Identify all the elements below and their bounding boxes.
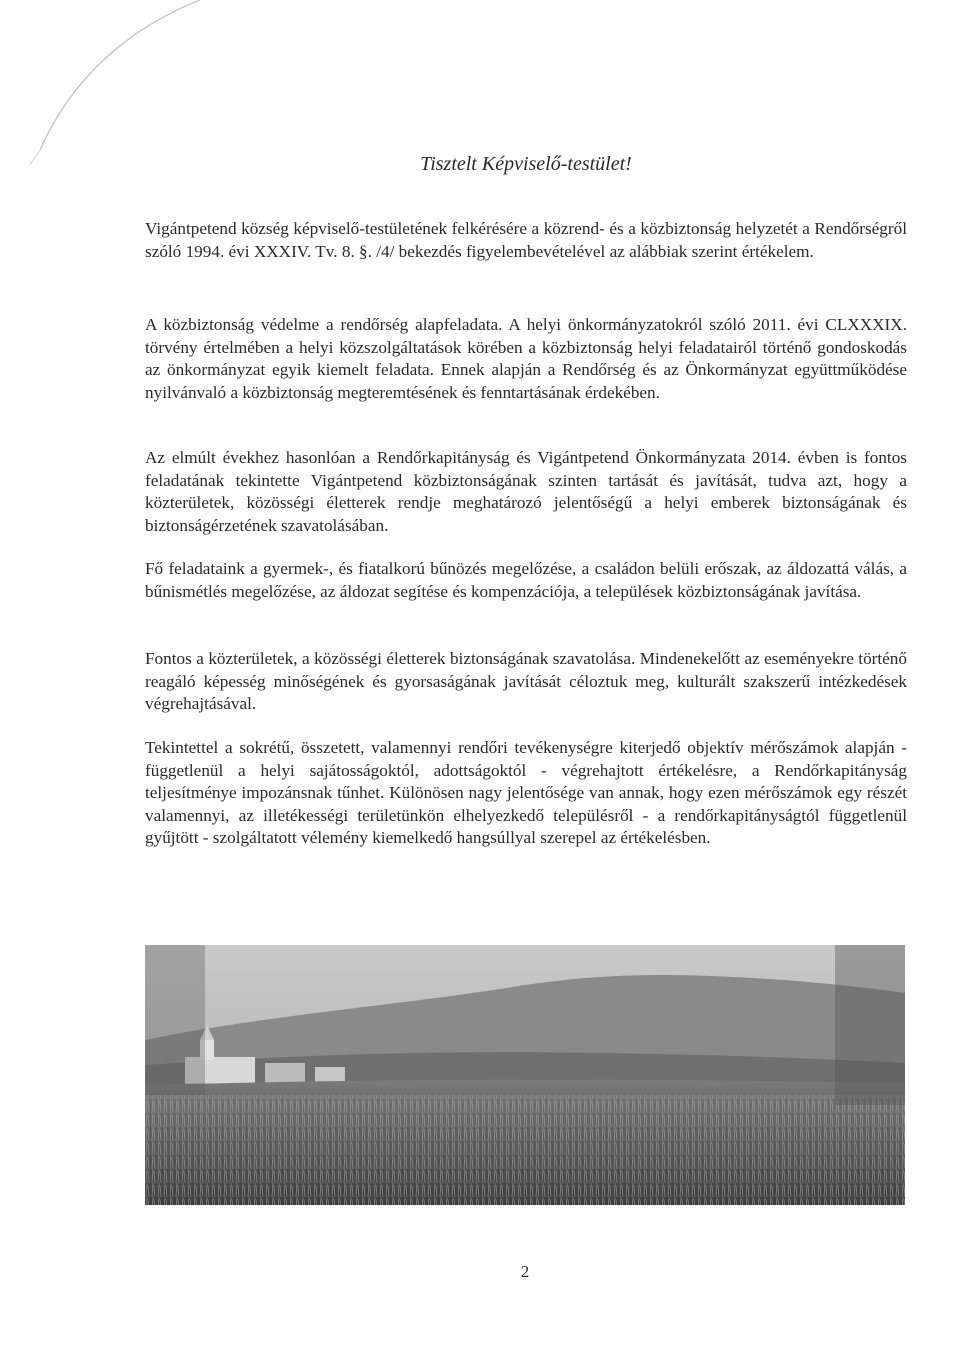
- village-landscape-photo: [145, 945, 905, 1205]
- page-corner-fold-mark: [0, 0, 200, 170]
- paragraph-main-tasks: Fő feladataink a gyermek-, és fiatalkorú bűnözés megelőzése, a családon belüli erőszak, az áldozattá válás, a bűnismétlés megelőzése, az áldozat segítése és kompenzációja, a települések közbiztonságának javítása.: [145, 559, 907, 601]
- paragraph-intro: Vigántpetend község képviselő-testületének felkérésére a közrend- és a közbiztonság helyzetét a Rendőrségről szóló 1994. évi XXXIV. Tv. 8. §. /4/ bekezdés figyelembevételével az alábbiak szerint értékelem.: [145, 219, 907, 261]
- paragraph-public-space-safety: Fontos a közterületek, a közösségi életterek biztonságának szavatolása. Mindenekelőtt az eseményekre történő reagáló képesség minőségének és gyorsaságának javítását céloztuk meg, kulturált szakszerű intézkedések végrehajtásával.: [145, 649, 907, 713]
- page-number: 2: [520, 1262, 530, 1281]
- greeting-heading: Tisztelt Képviselő-testület!: [420, 153, 632, 175]
- paragraph-evaluation: Tekintettel a sokrétű, összetett, valamennyi rendőri tevékenységre kiterjedő objektív mérőszámok alapján - függetlenül a helyi sajátosságoktól, adottságoktól - végrehajtott értékelésre, a Rendőrkapitányság teljesítménye impozánsnak tűnhet. Különösen nagy jelentősége van annak, hogy ezen mérőszámok egy részét valamennyi, az illetékességi területünkön elhelyezkedő településről - a rendőrkapitányságtól függetlenül gyűjtött - szolgáltatott vélemény kiemelkedő hangsúllyal szerepel az értékelésben.: [145, 738, 907, 847]
- paragraph-cooperation: Az elmúlt évekhez hasonlóan a Rendőrkapitányság és Vigántpetend Önkormányzata 2014. évben is fontos feladatának tekintette Vigántpetend közbiztonságának szinten tartását és javítását, tudva azt, hogy a közterületek, közösségi életterek rendje meghatározó jelentőségű a helyi emberek biztonságának és biztonságérzetének szavatolásában.: [145, 448, 907, 535]
- paragraph-legal-basis: A közbiztonság védelme a rendőrség alapfeladata. A helyi önkormányzatokról szóló 2011. évi CLXXXIX. törvény értelmében a helyi közszolgáltatások körében a közbiztonság helyi feladatairól történő gondoskodás az önkormányzat egyik kiemelt feladata. Ennek alapján a Rendőrség és az Önkormányzat együttműködése nyilvánvaló a közbiztonság megteremtésének és fenntartásának érdekében.: [145, 315, 907, 402]
